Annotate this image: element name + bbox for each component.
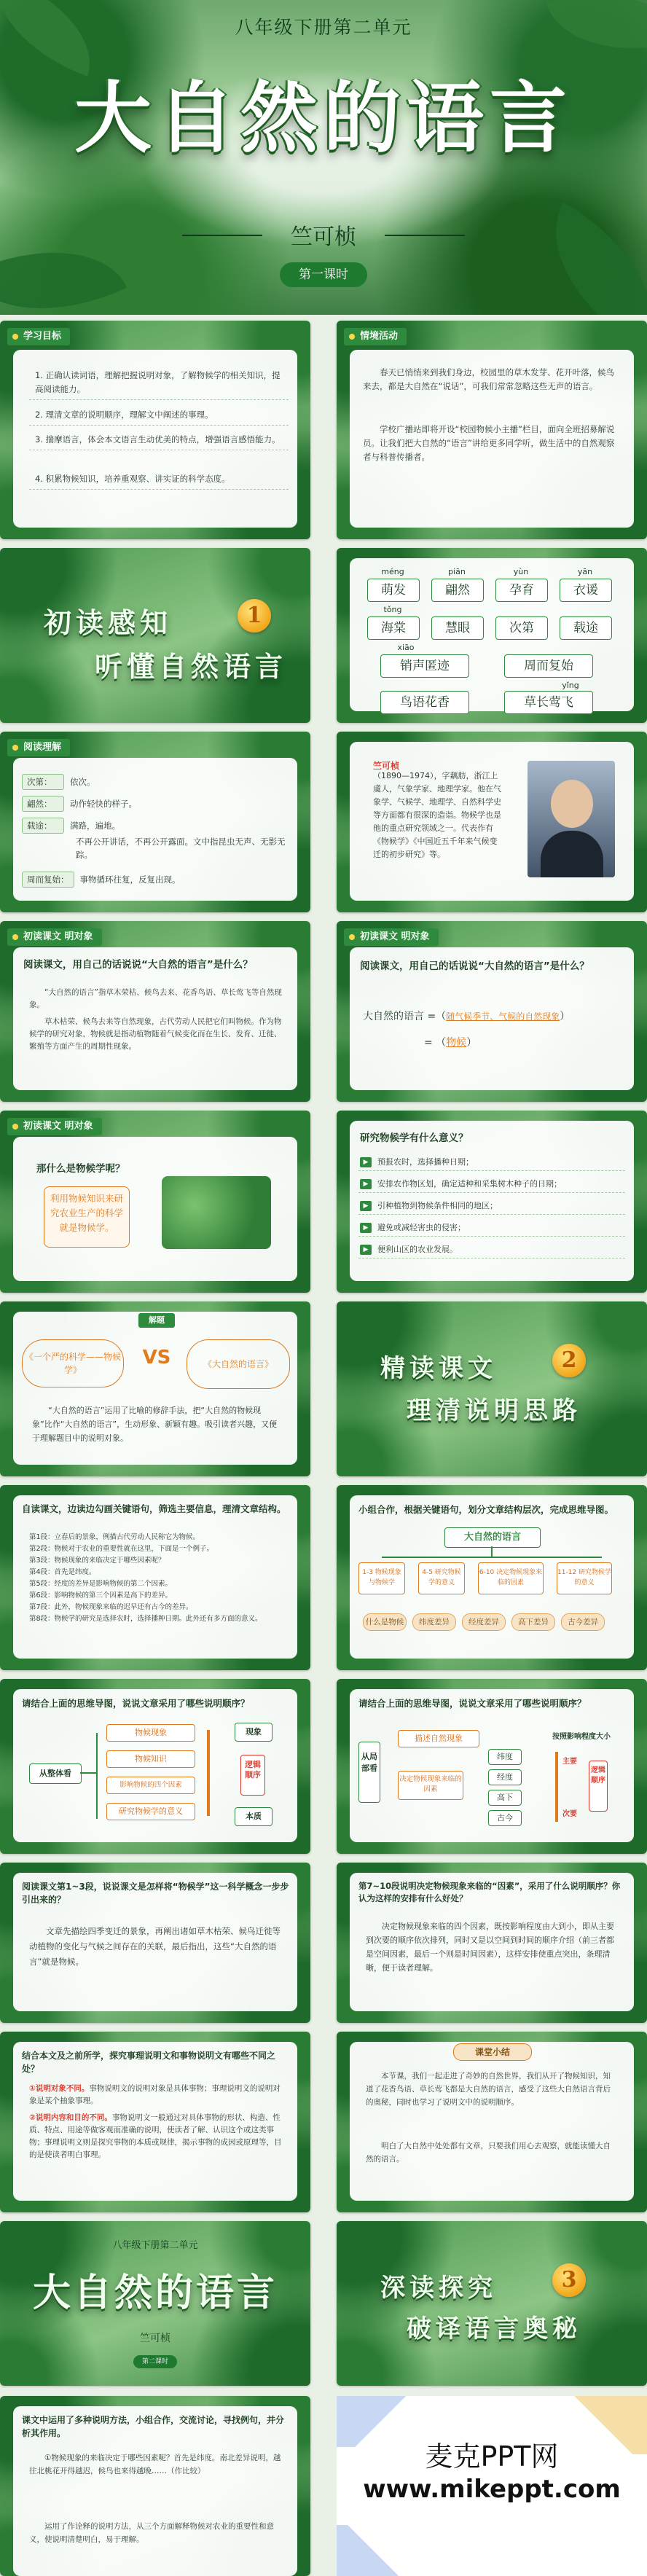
page-title: 大自然的语言 — [32, 2271, 278, 2315]
vocab-word: 载途 — [560, 616, 612, 640]
formula-fill: 随气候季节、气候的自然现象 — [446, 1011, 560, 1022]
slide-panel — [350, 2042, 634, 2201]
definition-row — [22, 870, 181, 889]
definition-term: 周而复始： — [22, 872, 74, 888]
author-portrait — [528, 761, 615, 877]
structure-item: 第4段：首先是纬度。 — [29, 1568, 96, 1576]
answer-text: ②说明内容和目的不同。事物说明文一般通过对具体事物的形状、构造、性质、特点、用途等做客观而准确的说明，使读者了解、认识这个或这类事物；事理说明文则是探究事物的本质或规律，揭示事物的成因或原理等，目的是使读者明白事理。 — [29, 2113, 282, 2159]
grade-label: 八年级下册第二单元 — [235, 17, 412, 38]
summary-text: 明白了大自然中处处都有文章，只要我们用心去观察，就能读懂大自然的语言。 — [366, 2142, 611, 2164]
question-title: 小组合作，根据关键语句，划分文章结构层次，完成思维导图。 — [358, 1504, 614, 1515]
question-title: 自读课文，边读边勾画关键语句，筛选主要信息，理清文章结构。 — [22, 1503, 286, 1514]
tree-leaf: 什么是物候 — [363, 1613, 407, 1631]
logo-line-1: 麦克PPT网 — [425, 2440, 559, 2473]
definition-term: 次第： — [22, 774, 64, 790]
compare-text: “大自然的语言”运用了比喻的修辞手法，把“大自然的物候现象”比作“大自然的语言”，生动形象、新颖有趣。吸引读者兴趣，又便于理解题目中的说明对象。 — [32, 1406, 278, 1443]
part-item: 描述自然现象 — [398, 1730, 479, 1747]
definition-row — [22, 772, 95, 791]
tree-branch: 1-3 物候现象与物候学 — [358, 1562, 405, 1594]
slide-tag: 解题 — [138, 1313, 175, 1328]
definition-term: 翩然： — [22, 796, 64, 812]
question-title: 第7~10段说明决定物候现象来临的“因素”，采用了什么说明顺序？你认为这样的安排有什么好处？ — [358, 1881, 621, 1903]
list-item: ▶ 安排农作物区划，确定适种和采集树木种子的日期； — [358, 1176, 625, 1193]
list-item: ▶ 预报农时，选择播种日期； — [358, 1154, 625, 1171]
banner-line: 听懂自然语言 — [95, 650, 288, 683]
slide-methods[interactable] — [0, 2396, 310, 2576]
definition-text: 不再公开讲话，不再公开露面。文中指昆虫无声、无影无踪。 — [76, 837, 286, 860]
banner-line: 深读探究 — [380, 2274, 497, 2303]
slide-tag: 课堂小结 — [453, 2043, 532, 2061]
structure-item: 第7段：此外，物候现象来临的迟早还有古今的差异。 — [29, 1603, 193, 1611]
structure-item: 第6段：影响物候的第三个因素是高下的差异。 — [29, 1592, 173, 1600]
goal-item: 4. 积累物候知识，培养重观察、讲实证的科学态度。 — [29, 469, 289, 490]
list-item: ▶ 便利山区的农业发展。 — [358, 1242, 625, 1258]
part-view-label: 从局部看 — [358, 1742, 380, 1803]
definition-text: 事物循环往复，反复出现。 — [79, 874, 181, 885]
slide-question-1[interactable] — [0, 921, 310, 1102]
order-value: 主要 — [562, 1758, 577, 1766]
question-title: 课文中运用了多种说明方法，小组合作，交流讨论，寻找例句，并分析其作用。 — [22, 2415, 285, 2438]
formula-fill: 物候 — [446, 1037, 467, 1049]
structure-item: 第3段：物候现象的来临决定于哪些因素呢？ — [29, 1557, 165, 1565]
section-number-badge: 2 — [552, 1344, 586, 1377]
summary-text: 本节课，我们一起走进了奇妙的自然世界，我们从开了物候知识，知道了花香鸟语、草长莺飞都是大自然的语言，感受了这些大自然语言背后的奥秘，同时也学习了说明文中的说明顺序。 — [366, 2072, 611, 2107]
formula-line — [363, 1009, 625, 1023]
intro-paragraph: 学校广播站即将开设“校园物候小主播”栏目，面向全班招募解说员。让我们把大自然的“语言”讲给更多同学听，做生活中的自然观察者与科普传播者。 — [363, 424, 615, 462]
lesson-badge: 第二课时 — [133, 2355, 177, 2368]
question-title: 那什么是物候学呢？ — [36, 1163, 125, 1175]
formula-label: 大自然的语言 =（ — [363, 1011, 447, 1022]
slide-question-4[interactable] — [337, 1111, 647, 1293]
vocab-word: 慧眼 — [431, 616, 484, 640]
whole-view-label: 从整体看 — [29, 1763, 82, 1784]
tree-leaf: 经度差异 — [462, 1613, 506, 1631]
slide-summary[interactable] — [337, 2032, 647, 2212]
pinyin: yùn — [513, 567, 529, 576]
question-title: 阅读课文，用自己的话说说“大自然的语言”是什么？ — [360, 960, 589, 972]
slide-author[interactable] — [337, 732, 647, 912]
whole-item: 研究物候学的意义 — [106, 1803, 195, 1820]
slide-tag: 阅读理解 — [7, 739, 70, 756]
tree-branch: 4-5 研究物候学的意义 — [418, 1562, 465, 1594]
order-caption: 按照影响程度大小 — [552, 1733, 611, 1741]
slide-vocabulary[interactable] — [337, 548, 647, 723]
vocab-word: 衣谖 — [560, 579, 612, 602]
order-arrow — [555, 1752, 558, 1822]
page-title: 大自然的语言 — [74, 72, 573, 163]
order-label: 逻辑顺序 — [240, 1755, 265, 1796]
tree-leaf: 古今差异 — [561, 1613, 605, 1631]
structure-item: 第8段：物候学的研究是选择农时，选择播种日期。此外还有多方面的意义。 — [29, 1615, 262, 1623]
formula-label: = （ — [424, 1037, 447, 1049]
order-label: 现象 — [235, 1723, 272, 1742]
tree-leaf: 高下差异 — [511, 1613, 555, 1631]
slide-hero-2[interactable] — [0, 2221, 310, 2386]
leaves-photo — [162, 1176, 271, 1249]
vocab-word: 海棠 — [367, 616, 420, 640]
slide-mindmap-whole[interactable] — [0, 1679, 310, 1854]
slide-mindmap-part[interactable] — [337, 1679, 647, 1854]
banner-line: 理清说明思路 — [407, 1396, 581, 1425]
slide-mindmap-tree[interactable] — [337, 1485, 647, 1670]
goal-item: 3. 揣摩语言，体会本文语言生动优美的特点，增强语言感悟能力。 — [29, 430, 289, 450]
factor-item: 经度 — [488, 1769, 522, 1785]
slide-learning-goals[interactable] — [0, 321, 310, 539]
question-title: 请结合上面的思维导图，说说文章采用了哪些说明顺序？ — [358, 1698, 587, 1709]
banner-line: 精读课文 — [380, 1354, 497, 1383]
tree-branch: 6-10 决定物候现象来临的因素 — [478, 1562, 544, 1594]
leaf-decoration — [0, 215, 127, 315]
whole-item: 影响物候的四个因素 — [106, 1777, 195, 1794]
slide-banner-3[interactable] — [337, 2221, 647, 2386]
author-name: 竺可桢 — [373, 761, 400, 771]
structure-item: 第2段：物候对于农业的重要性就在这里，下面是一个例子。 — [29, 1545, 214, 1553]
formula-label: ） — [560, 1011, 570, 1022]
leaf-decoration — [519, 203, 647, 315]
pinyin: yān — [577, 567, 593, 576]
slide-question-3[interactable] — [0, 1111, 310, 1293]
logo-triangle — [337, 2525, 409, 2576]
slide-banner-1[interactable] — [0, 548, 310, 723]
slide-tag: 情境活动 — [344, 328, 407, 345]
question-title: 请结合上面的思维导图，说说文章采用了哪些说明顺序？ — [22, 1698, 250, 1709]
banner-line: 初读感知 — [44, 606, 173, 639]
factor-item: 纬度 — [488, 1749, 522, 1765]
author-name: 竺可桢 — [291, 224, 356, 250]
slide-read-2[interactable] — [337, 1863, 647, 2023]
whole-item: 物候知识 — [106, 1750, 195, 1768]
pinyin: xiāo — [397, 643, 415, 652]
order-label: 逻辑顺序 — [589, 1761, 608, 1812]
whole-item: 物候现象 — [106, 1724, 195, 1742]
answer-text: ①说明对象不同。事物说明文的说明对象是具体事物；事理说明文的说明对象是某个抽象事理。 — [29, 2084, 281, 2105]
intro-paragraph: 春天已悄悄来到我们身边，校园里的草木发芽、花开叶落，候鸟来去，都是大自然在“说话”，可我们常常忽略这些无声的语言。 — [363, 367, 614, 391]
vocab-word: 草长莺飞 — [504, 691, 593, 714]
slide-intro[interactable] — [337, 321, 647, 539]
goal-item: 1. 正确认读词语，理解把握说明对象，了解物候学的相关知识，提高阅读能力。 — [29, 366, 289, 400]
slide-banner-2[interactable] — [337, 1301, 647, 1476]
banner-line: 破译语言奥秘 — [407, 2314, 581, 2344]
old-title-card: 《一个严的科学——物候学》 — [22, 1339, 124, 1387]
author-bio: （1890—1974），字藕舫，浙江上虞人，气象学家、地理学家。他在气象学、气候学、地理学、自然科学史等方面都有很深的造诣。物候学也是他的重点研究领域之一。代表作有《物候学》《中国近五千年来气候变迁的初步研究》等。 — [373, 771, 501, 859]
definition-row — [22, 816, 120, 835]
divider — [385, 235, 465, 236]
definition-text: 动作轻快的样子。 — [70, 799, 137, 809]
question-title: 阅读课文，用自己的话说说“大自然的语言”是什么？ — [23, 959, 253, 971]
slide-compare-2[interactable] — [0, 2032, 310, 2212]
list-item: ▶ 引种植物到物候条件相同的地区； — [358, 1198, 625, 1215]
definition-text: 依次。 — [70, 777, 95, 787]
pinyin: piān — [448, 567, 466, 576]
definition-term: 载途： — [22, 818, 64, 834]
vocab-word: 周而复始 — [504, 654, 593, 678]
new-title-card: 《大自然的语言》 — [187, 1339, 290, 1389]
answer-text: 决定物候现象来临的四个因素，既按影响程度由大到小，即从主要到次要的顺序依次排列，同时又是以空间到时间的顺序介绍（前三者都是空间因素，最后一个则是时间因素），这样安排使重点突出，条理清晰，便于读者理解。 — [366, 1922, 614, 1973]
pinyin: méng — [381, 567, 404, 576]
answer-text: 草木枯荣、候鸟去来等自然现象，古代劳动人民把它们叫物候。作为物候学的研究对象，物候就是指动植物随着气候变化而在生长、发育、迁徙、繁殖等方面产生的周期性现象。 — [29, 1017, 282, 1051]
order-label: 本质 — [235, 1807, 272, 1826]
answer-text: “大自然的语言”指草木荣枯、候鸟去来、花香鸟语、草长莺飞等自然现象。 — [29, 988, 282, 1009]
slide-definitions[interactable] — [0, 732, 310, 912]
question-title: 阅读课文第1~3段，说说课文是怎样将“物候学”这一科学概念一步步引出来的？ — [22, 1882, 289, 1905]
definition-text: 满路，遍地。 — [70, 821, 120, 831]
factor-item: 高下 — [488, 1790, 522, 1806]
vocab-word: 鸟语花香 — [380, 691, 469, 714]
vs-label: VS — [142, 1347, 171, 1369]
vocab-word: 孕育 — [495, 579, 548, 602]
slide-tag: 学习目标 — [7, 328, 70, 345]
answer-text: ①物候现象的来临决定于哪些因素呢？首先是纬度。南北差异说明，越往北桃花开得越迟，候鸟也来得越晚……（作比较） — [29, 2454, 281, 2475]
answer-card: 利用物候知识来研究农业生产的科学就是物候学。 — [44, 1186, 130, 1248]
factor-item: 古今 — [488, 1810, 522, 1826]
slide-tag: 初读课文 明对象 — [344, 928, 439, 946]
order-value: 次要 — [562, 1810, 577, 1818]
formula-label: ） — [466, 1037, 477, 1049]
structure-item: 第5段：经度的差异是影响物候的第二个因素。 — [29, 1580, 173, 1588]
vocab-word: 次第 — [495, 616, 548, 640]
tree-leaf: 纬度差异 — [412, 1613, 456, 1631]
goal-item: 2. 理清文章的说明顺序，理解文中阐述的事理。 — [29, 405, 289, 426]
part-item: 决定物候现象来临的因素 — [398, 1771, 463, 1800]
order-arrow — [207, 1730, 210, 1816]
section-number-badge: 1 — [238, 599, 271, 633]
hero-slide[interactable] — [0, 0, 647, 315]
slide-tag: 初读课文 明对象 — [7, 928, 102, 946]
definition-row — [22, 794, 137, 813]
question-title: 研究物候学有什么意义？ — [360, 1132, 468, 1144]
formula-line — [424, 1035, 613, 1049]
slide-tag: 初读课文 明对象 — [7, 1118, 102, 1135]
watermark-logo — [337, 2396, 647, 2576]
tree-root: 大自然的语言 — [444, 1527, 541, 1548]
vocab-word: 销声匿迹 — [380, 654, 469, 678]
tree-branch: 11-12 研究物候学的意义 — [557, 1562, 612, 1594]
slide-structure[interactable] — [0, 1485, 310, 1670]
list-item: ▶ 避免或减轻害虫的侵害； — [358, 1220, 625, 1237]
pinyin: yǐng — [562, 681, 579, 690]
pinyin: tǒnɡ — [383, 605, 402, 614]
answer-text: 运用了作诠释的说明方法，从三个方面解释物候对农业的重要性和意义，使说明清楚明白，易于理解。 — [29, 2522, 274, 2544]
grade-label: 八年级下册第二单元 — [112, 2240, 198, 2251]
logo-line-2: www.mikeppt.com — [363, 2475, 621, 2504]
slide-compare[interactable] — [0, 1301, 310, 1476]
vocab-word: 翩然 — [431, 579, 484, 602]
author-name: 竺可桢 — [140, 2333, 170, 2344]
slide-question-2[interactable] — [337, 921, 647, 1102]
section-number-badge: 3 — [552, 2263, 586, 2297]
question-title: 结合本文及之前所学，探究事理说明文和事物说明文有哪些不同之处？ — [22, 2051, 276, 2074]
lesson-badge: 第一课时 — [280, 262, 367, 287]
structure-item: 第1段：立春后的景象，例描古代劳动人民称它为物候。 — [29, 1533, 200, 1541]
slide-read-1[interactable] — [0, 1863, 310, 2023]
vocab-word: 萌发 — [367, 579, 420, 602]
answer-text: 文章先描绘四季变迁的景象，再阐出诸如草木枯荣、候鸟迁徙等动植物的变化与气候之间存在的关联，最后指出，这些“大自然的语言”就是物候。 — [29, 1926, 281, 1967]
